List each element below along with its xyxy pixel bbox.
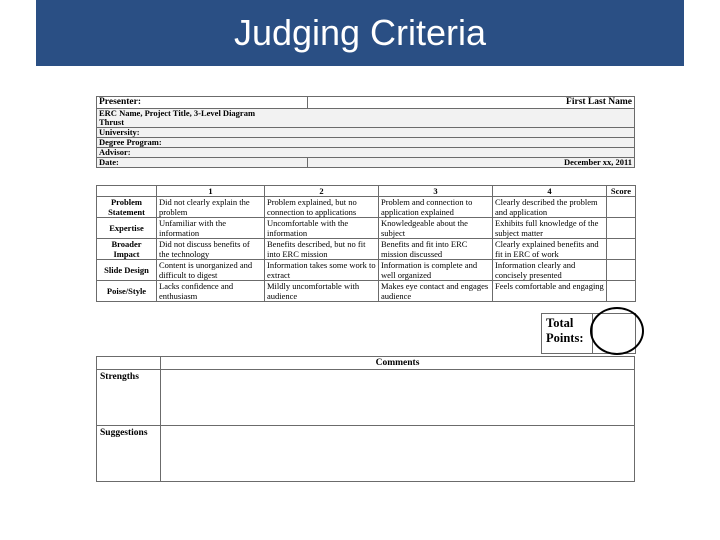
- suggestions-field[interactable]: [161, 426, 635, 482]
- rubric-cell: Benefits and fit into ERC mission discussed: [379, 239, 493, 260]
- rubric-cell: Clearly described the problem and application: [493, 197, 607, 218]
- score-cell[interactable]: [607, 260, 636, 281]
- rubric-cell: Did not clearly explain the problem: [157, 197, 265, 218]
- thrust-text: Thrust: [99, 117, 125, 127]
- rubric-row-slide-design: [97, 260, 636, 281]
- rubric-cell: Benefits described, but no fit into ERC mission: [265, 239, 379, 260]
- rubric-header-score: Score: [607, 186, 636, 197]
- score-cell[interactable]: [607, 197, 636, 218]
- rubric-cell: Did not discuss benefits of the technology: [157, 239, 265, 260]
- degree-row: [97, 138, 635, 148]
- rubric-cell: Knowledgeable about the subject: [379, 218, 493, 239]
- score-cell[interactable]: [607, 239, 636, 260]
- strengths-label: Strengths: [97, 370, 161, 426]
- rubric-cell: Information clearly and concisely presented: [493, 260, 607, 281]
- degree-label: Degree Program:: [97, 138, 635, 148]
- rubric-cell: Lacks confidence and enthusiasm: [157, 281, 265, 302]
- rubric-cell: Information takes some work to extract: [265, 260, 379, 281]
- criterion-label: Broader Impact: [97, 239, 157, 260]
- strengths-row: [97, 370, 635, 426]
- rubric-header-1: 1: [157, 186, 265, 197]
- criterion-label: Slide Design: [97, 260, 157, 281]
- rubric-cell: Content is unorganized and difficult to digest: [157, 260, 265, 281]
- rubric-header-4: 4: [493, 186, 607, 197]
- date-label: Date:: [97, 158, 308, 168]
- erc-label: [97, 109, 635, 128]
- university-label: University:: [97, 128, 635, 138]
- rubric-header-blank: [97, 186, 157, 197]
- title-bar: [36, 0, 684, 66]
- rubric-row-expertise: [97, 218, 636, 239]
- rubric-cell: Uncomfortable with the information: [265, 218, 379, 239]
- advisor-row: [97, 148, 635, 158]
- rubric-header-2: 2: [265, 186, 379, 197]
- strengths-field[interactable]: [161, 370, 635, 426]
- date-row: [97, 158, 635, 168]
- rubric-cell: Clearly explained benefits and fit in ERC of work: [493, 239, 607, 260]
- comments-header-row: [97, 357, 635, 370]
- rubric-table: [96, 185, 636, 302]
- presenter-label: Presenter:: [97, 97, 308, 109]
- rubric-cell: Exhibits full knowledge of the subject matter: [493, 218, 607, 239]
- rubric-cell: Information is complete and well organized: [379, 260, 493, 281]
- total-points-label: Total Points:: [546, 316, 584, 345]
- comments-header: Comments: [161, 357, 635, 370]
- advisor-label: Advisor:: [97, 148, 635, 158]
- rubric-row-problem-statement: [97, 197, 636, 218]
- rubric-cell: Makes eye contact and engages audience: [379, 281, 493, 302]
- erc-row: [97, 109, 635, 128]
- total-points-circle[interactable]: [590, 307, 644, 355]
- presenter-name: First Last Name: [307, 97, 634, 109]
- rubric-cell: Mildly uncomfortable with audience: [265, 281, 379, 302]
- rubric-header-row: [97, 186, 636, 197]
- rubric-cell: Feels comfortable and engaging: [493, 281, 607, 302]
- criterion-label: Poise/Style: [97, 281, 157, 302]
- rubric-row-poise-style: [97, 281, 636, 302]
- date-value: December xx, 2011: [307, 158, 634, 168]
- rubric-cell: Problem and connection to application explained: [379, 197, 493, 218]
- comments-table: [96, 356, 635, 482]
- suggestions-row: [97, 426, 635, 482]
- suggestions-label: Suggestions: [97, 426, 161, 482]
- presenter-info-table: [96, 96, 635, 168]
- erc-text: ERC Name, Project Title, 3-Level Diagram: [99, 108, 256, 118]
- comments-header-blank: [97, 357, 161, 370]
- score-cell[interactable]: [607, 281, 636, 302]
- criterion-label: Expertise: [97, 218, 157, 239]
- rubric-header-3: 3: [379, 186, 493, 197]
- criterion-label: Problem Statement: [97, 197, 157, 218]
- rubric-cell: Problem explained, but no connection to applications: [265, 197, 379, 218]
- slide-title: Judging Criteria: [233, 12, 487, 53]
- score-cell[interactable]: [607, 218, 636, 239]
- rubric-row-broader-impact: [97, 239, 636, 260]
- rubric-cell: Unfamiliar with the information: [157, 218, 265, 239]
- university-row: [97, 128, 635, 138]
- presenter-row: [97, 97, 635, 109]
